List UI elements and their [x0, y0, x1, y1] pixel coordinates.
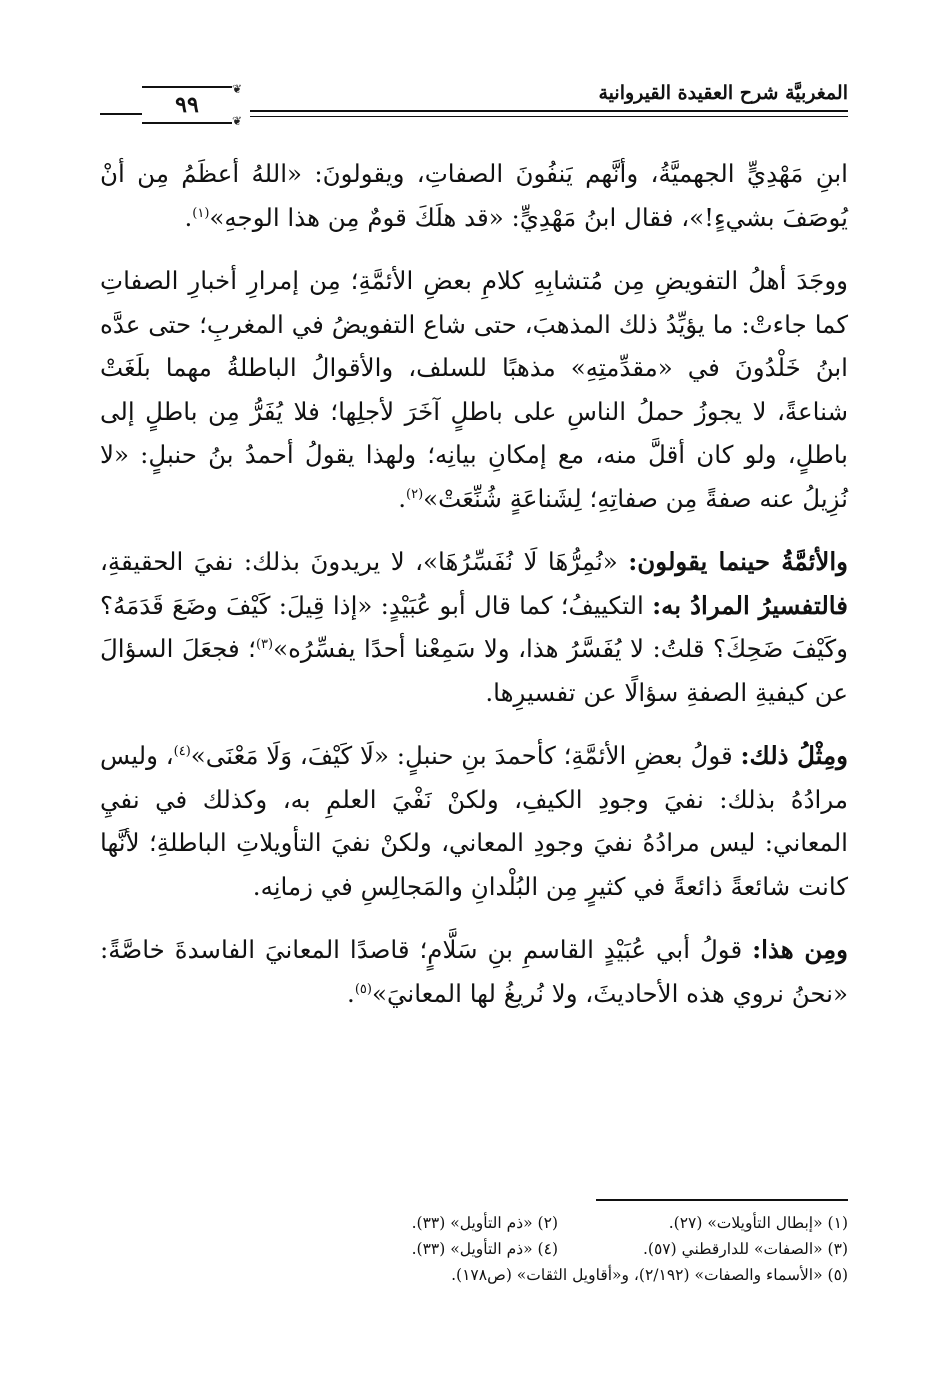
- footnote-ref: (٢): [406, 486, 424, 502]
- ornament-icon: ❦: [232, 82, 243, 96]
- footnote-ref: (٣): [255, 637, 274, 652]
- footnote: (٥) «الأسماء والصفات» (٢/١٩٢)، و«أقاويل الثقات» (ص١٧٨).: [451, 1266, 848, 1284]
- footnotes: [100, 1210, 848, 1288]
- header-rule-top: [250, 110, 848, 112]
- book-title: المغربيَّة شرح العقيدة القيروانية: [598, 82, 848, 104]
- footnote-row: [100, 1262, 848, 1288]
- page-number: ٩٩: [175, 92, 199, 118]
- footnote: (١) «إبطال التأويلات» (٢٧).: [668, 1214, 848, 1232]
- paragraph: ووجَدَ أهلُ التفويضِ مِن مُتشابِهِ كلامِ بعضِ الأئمَّةِ؛ مِن إمرارِ أخبارِ الصفاتِ كما جاءتْ: ما يؤيِّدُ ذلك المذهبَ، حتى شاع التفويضُ في المغربِ؛ حتى عدَّه ابنُ خَلْدُونَ في «مقدِّمتِهِ» مذهبًا للسلف، والأقوالُ الباطلةُ مهما بلَغَتْ شناعةً، لا يجوزُ حملُ الناسِ على باطلٍ آخَرَ لأجلِها؛ فلا يُفَرُّ مِن باطلٍ إلى باطلٍ، ولو كان أقلَّ منه، مع إمكانِ بيانِه؛ ولهذا يقولُ أحمدُ بنُ حنبلٍ: «لا نُزِيلُ عنه صفةً مِن صفاتِهِ؛ لِشَناعَةٍ شُنِّعَتْ»$^{(٢)}$.: [100, 266, 848, 513]
- footnote: (٤) «ذم التأويل» (٣٣).: [411, 1240, 558, 1258]
- footnote: (٢) «ذم التأويل» (٣٣).: [411, 1214, 558, 1232]
- footnote-separator: [596, 1199, 848, 1201]
- footnote-ref: (٤): [173, 744, 191, 759]
- footnote-row: [100, 1236, 848, 1262]
- header-rule-bottom: [250, 116, 848, 117]
- paragraph: والأئمَّةُ حينما يقولون: «نُمِرُّهَا لَا نُفَسِّرُهَا»، لا يريدونَ بذلك: نفيَ الحقيقةِ، فالتفسيرُ المرادُ به: التكييفُ؛ كما قال أبو عُبَيْدٍ: «إذا قِيلَ: كَيْفَ وضَعَ قَدَمَهُ؟ وكَيْفَ ضَحِكَ؟ قلتُ: لا يُفَسَّرُ هذا، ولا سَمِعْنا أحدًا يفسِّرُه»$^{(٣)}$؛ فجعَلَ السؤالَ عن كيفيةِ الصفةِ سؤالًا عن تفسيرِها.: [100, 547, 848, 707]
- page-header: [100, 80, 848, 132]
- main-text: [100, 152, 848, 1035]
- bold-lead: والأئمَّةُ حينما يقولون:: [628, 547, 848, 576]
- footnote-row: [100, 1210, 848, 1236]
- footnote: (٣) «الصفات» للدارقطني (٥٧).: [642, 1240, 848, 1258]
- bold-lead: ومِن هذا:: [752, 935, 849, 964]
- page-number-box: [142, 86, 232, 124]
- bold-lead: ومِثْلُ ذلك:: [740, 741, 848, 770]
- header-rule-left: [100, 113, 142, 115]
- footnote-ref: (١): [192, 205, 210, 221]
- paragraph: ومِن هذا: قولُ أبي عُبَيْدٍ القاسمِ بنِ سَلَّامٍ؛ قاصدًا المعانيَ الفاسدةَ خاصَّةً: «نحنُ نروي هذه الأحاديثَ، ولا نُريغُ لها المعانيَ»$^{(٥)}$.: [100, 935, 849, 1008]
- ornament-icon: ❦: [232, 114, 243, 128]
- paragraph: ابنِ مَهْدِيٍّ الجهميَّةُ، وأنَّهم يَنفُونَ الصفاتِ، ويقولونَ: «اللهُ أعظَمُ مِن أنْ يُوصَفَ بشيءٍ!»، فقال ابنُ مَهْدِيٍّ: «قد هلَكَ قومٌ مِن هذا الوجهِ»$^{(١)}$.: [100, 159, 848, 232]
- bold-phrase: فالتفسيرُ المرادُ به:: [652, 590, 848, 620]
- footnote-ref: (٥): [354, 981, 372, 997]
- paragraph: ومِثْلُ ذلك: قولُ بعضِ الأئمَّةِ؛ كأحمدَ بنِ حنبلٍ: «لَا كَيْفَ، وَلَا مَعْنَى»$^{(٤)}$، وليس مرادُهُ بذلك: نفيَ وجودِ الكيفِ، ولكنْ نَفْيَ العلمِ به، وكذلك في نفيِ المعاني: ليس مرادُهُ نفيَ وجودِ المعاني، ولكنْ نفيَ التأويلاتِ الباطلةِ؛ لأنَّها كانت شائعةً ذائعةً في كثيرٍ مِن البُلْدانِ والمَجالِسِ في زمانِه.: [100, 741, 848, 901]
